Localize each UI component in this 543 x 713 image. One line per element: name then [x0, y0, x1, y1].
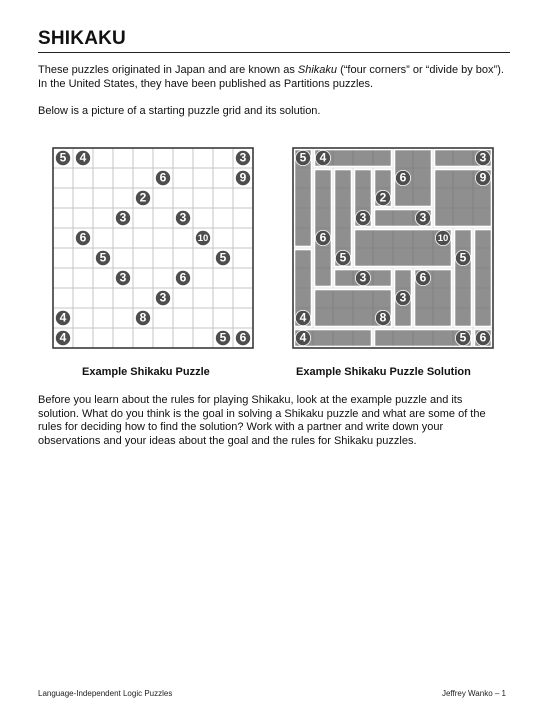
clue-number: 3: [359, 270, 367, 285]
clue-number: 5: [299, 150, 307, 165]
clue-number: 3: [419, 210, 427, 225]
clue-number: 3: [159, 290, 167, 305]
clue-number: 5: [219, 330, 227, 345]
clue-number: 5: [459, 330, 467, 345]
clue-number: 4: [79, 150, 87, 165]
clue-number: 10: [437, 233, 449, 245]
clue-number: 5: [459, 250, 467, 265]
clue-number: 5: [99, 250, 107, 265]
clue-number: 3: [179, 210, 187, 225]
instructions-paragraph: Before you learn about the rules for playing Shikaku, look at the example puzzle and its solution. What do you think is the goal in solving a Shikaku puzzle and what are some of the rules for deciding how to find the solution? Work with a partner and write down your observations and your ideas about the goal and the rules for Shikaku puzzles.: [38, 394, 486, 447]
clue-number: 10: [197, 233, 209, 245]
clue-number: 2: [139, 190, 147, 205]
clue-number: 9: [239, 170, 247, 185]
clue-number: 9: [479, 170, 487, 185]
clue-number: 3: [119, 210, 127, 225]
solution-svg: [291, 146, 495, 350]
clue-number: 3: [359, 210, 367, 225]
intro-text-start: These puzzles originated in Japan and are known as: [38, 64, 298, 76]
example-puzzle-grid: [51, 146, 255, 350]
clue-number: 5: [59, 150, 67, 165]
clue-number: 6: [399, 170, 407, 185]
clue-number: 5: [219, 250, 227, 265]
clue-number: 6: [79, 230, 87, 245]
clue-number: 6: [419, 270, 427, 285]
clue-number: 6: [319, 230, 327, 245]
puzzle-svg: [51, 146, 255, 350]
solution-caption: Example Shikaku Puzzle Solution: [296, 366, 471, 378]
clue-number: 4: [299, 310, 307, 325]
title-divider: [38, 52, 510, 53]
clue-number: 3: [399, 290, 407, 305]
footer-right: Jeffrey Wanko – 1: [441, 689, 506, 698]
example-solution-grid: [291, 146, 495, 350]
clue-number: 4: [319, 150, 327, 165]
clue-number: 8: [379, 310, 387, 325]
intro-italic-word: Shikaku: [297, 64, 338, 76]
clue-number: 6: [159, 170, 167, 185]
clue-number: 4: [59, 310, 67, 325]
clue-number: 6: [239, 330, 247, 345]
clue-number: 4: [299, 330, 307, 345]
clue-number: 2: [379, 190, 387, 205]
clue-number: 3: [119, 270, 127, 285]
clue-number: 3: [479, 150, 487, 165]
clue-number: 8: [139, 310, 147, 325]
intro-paragraph: [38, 64, 506, 91]
footer-left: Language-Independent Logic Puzzles: [38, 689, 173, 698]
page-title: SHIKAKU: [38, 28, 126, 49]
clue-number: 6: [179, 270, 187, 285]
puzzle-caption: Example Shikaku Puzzle: [82, 366, 210, 378]
clue-number: 3: [239, 150, 247, 165]
clue-number: 4: [59, 330, 67, 345]
picture-note: Below is a picture of a starting puzzle grid and its solution.: [38, 105, 321, 117]
clue-number: 6: [479, 330, 487, 345]
intro-text-end: (“four corners” or “divide by box”). In the United States, they have been published as Partitions puzzles.: [38, 64, 504, 90]
clue-number: 5: [339, 250, 347, 265]
